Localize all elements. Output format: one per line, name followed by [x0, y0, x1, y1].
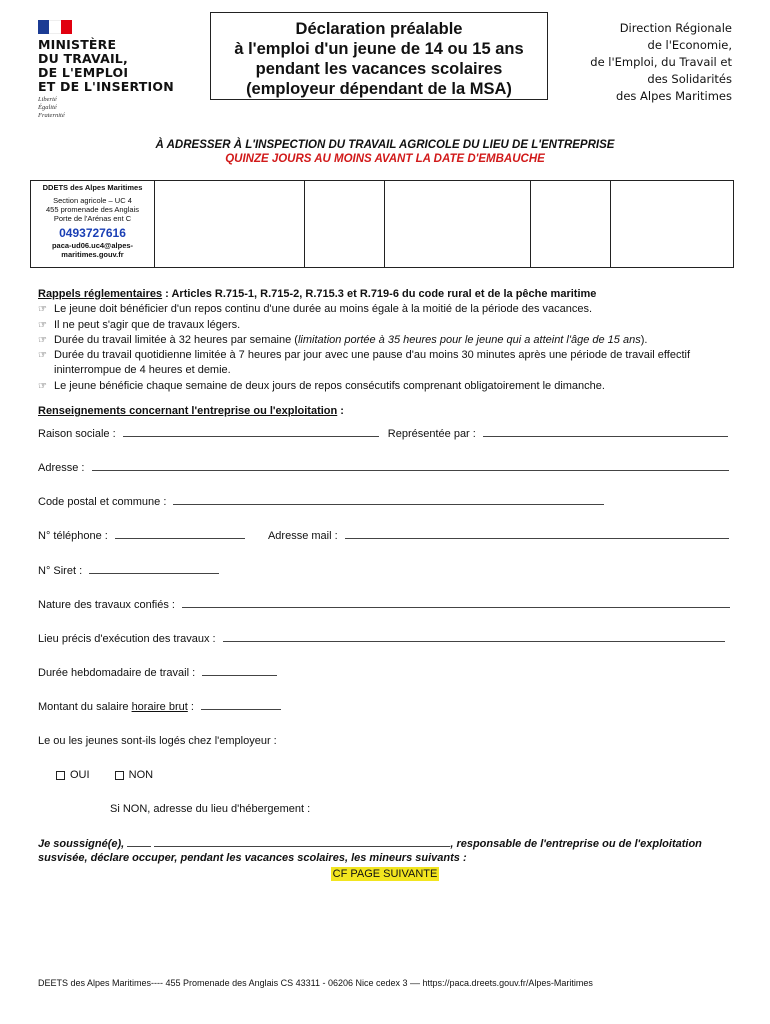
nature-travaux-label: Nature des travaux confiés : [38, 599, 175, 611]
declaration-statement [38, 837, 738, 865]
declaration-prefix: Je soussigné(e), [38, 838, 125, 850]
raison-sociale-row [38, 426, 728, 440]
reminder-text-part: Durée du travail limitée à 32 heures par semaine ( [54, 333, 298, 346]
reminder-text-italic: limitation portée à 35 heures pour le jeune qui a atteint l'âge de 15 ans [297, 333, 641, 346]
reminder-text [54, 333, 647, 348]
reminders-heading [38, 287, 738, 302]
reminders-articles: : Articles R.715-1, R.715-2, R.715.3 et R.719-6 du code rural et de la pêche maritime [162, 288, 597, 300]
non-checkbox[interactable] [115, 771, 124, 780]
ddets-phone: 0493727616 [59, 226, 126, 240]
adresse-row [38, 460, 729, 474]
company-info-label: Renseignements concernant l'entreprise ou l'exploitation [38, 405, 338, 417]
see-next-page-highlight: CF PAGE SUIVANTE [332, 868, 438, 880]
horaire-brut-label: horaire brut [131, 701, 188, 713]
siret-label: N° Siret : [38, 565, 83, 577]
telephone-row [38, 528, 729, 542]
reminder-item [38, 348, 738, 379]
see-next-page-note [0, 868, 770, 880]
siret-field[interactable] [89, 563, 219, 574]
stamp-cell[interactable] [305, 181, 385, 267]
title-line: pendant les vacances scolaires [255, 60, 503, 78]
ministry-line: DE L'EMPLOI [38, 65, 129, 80]
declaration-line-1 [38, 837, 738, 851]
stamp-cell[interactable] [611, 181, 733, 267]
ddets-street: 455 promenade des Anglais [46, 205, 139, 214]
republic-motto [38, 96, 65, 120]
ministry-name [38, 38, 174, 94]
stamp-cell[interactable] [385, 181, 531, 267]
oui-checkbox[interactable] [56, 771, 65, 780]
page-footer: DEETS des Alpes Maritimes---- 455 Promenade des Anglais CS 43311 - 06206 Nice cedex 3 –– https://paca.dreets.gouv.fr/Alpes-Maritimes [38, 978, 593, 988]
ddets-contact-cell [31, 181, 155, 267]
direction-line: de l'Emploi, du Travail et [590, 55, 732, 69]
code-postal-field[interactable] [173, 494, 604, 505]
loges-options [56, 769, 153, 781]
reminder-text: Le jeune bénéficie chaque semaine de deux jours de repos consécutifs comprenant obligatoirement le dimanche. [54, 379, 605, 392]
reminder-text-part: ). [640, 333, 648, 346]
direction-line: des Solidarités [647, 72, 732, 86]
loges-question: Le ou les jeunes sont-ils logés chez l'employeur : [38, 735, 277, 747]
declaration-name-field[interactable] [154, 837, 450, 847]
reminder-item [38, 318, 738, 333]
company-info-heading [38, 405, 344, 417]
title-line: (employeur dépendant de la MSA) [246, 80, 512, 98]
raison-sociale-field[interactable] [123, 426, 379, 437]
montant-salaire-suffix: : [187, 701, 194, 713]
nature-travaux-row [38, 597, 730, 611]
direction-line: des Alpes Maritimes [616, 89, 732, 103]
montant-salaire-row [38, 699, 281, 713]
ddets-building: Porte de l'Arénas ent C [53, 214, 132, 223]
regulatory-reminders [38, 287, 738, 394]
title-line: à l'emploi d'un jeune de 14 ou 15 ans [234, 40, 524, 58]
direction-line: de l'Economie, [647, 38, 732, 52]
stamp-table [30, 180, 734, 268]
title-line: Déclaration préalable [295, 20, 463, 38]
motto-line: Fraternité [38, 112, 65, 119]
stamp-cell[interactable] [531, 181, 611, 267]
stamp-cell[interactable] [155, 181, 305, 267]
duree-hebdo-row [38, 665, 277, 679]
lieu-execution-row [38, 631, 725, 645]
issuing-direction [512, 20, 732, 105]
declaration-line-2: susvisée, déclare occuper, pendant les vacances scolaires, les mineurs suivants : [38, 852, 467, 864]
ddets-section: Section agricole – UC 4 [53, 196, 132, 205]
ministry-line: DU TRAVAIL, [38, 51, 128, 66]
representee-par-label: Représentée par : [387, 428, 476, 440]
si-non-label: Si NON, adresse du lieu d'hébergement : [110, 803, 311, 815]
send-to-instruction: À ADRESSER À L'INSPECTION DU TRAVAIL AGRICOLE DU LIEU DE L'ENTREPRISE [155, 139, 615, 151]
representee-par-field[interactable] [483, 426, 728, 437]
telephone-label: N° téléphone : [38, 530, 108, 542]
document-title-box [210, 12, 548, 100]
code-postal-label: Code postal et commune : [38, 496, 167, 508]
montant-salaire-label: Montant du salaire [38, 701, 132, 713]
oui-label: OUI [70, 769, 90, 781]
direction-line: Direction Régionale [619, 21, 732, 35]
declaration-suffix: , responsable de l'entreprise ou de l'exploitation [450, 838, 702, 850]
siret-row [38, 563, 219, 577]
republic-flag-logo [38, 20, 72, 34]
motto-line: Liberté [38, 96, 57, 103]
declaration-title-field[interactable] [127, 837, 151, 847]
pointing-hand-icon: ☞ [38, 380, 47, 392]
reminder-item [38, 379, 738, 394]
motto-line: Égalité [38, 104, 57, 111]
nature-travaux-field[interactable] [182, 597, 730, 608]
pointing-hand-icon: ☞ [38, 350, 47, 362]
reminders-label: Rappels réglementaires [38, 288, 163, 300]
duree-hebdo-field[interactable] [202, 665, 277, 676]
montant-salaire-field[interactable] [201, 699, 281, 710]
reminder-text: Il ne peut s'agir que de travaux légers. [54, 318, 241, 331]
ministry-line: ET DE L'INSERTION [38, 79, 174, 94]
raison-sociale-label: Raison sociale : [38, 428, 116, 440]
ministry-line: MINISTÈRE [38, 37, 117, 52]
ddets-email: paca-ud06.uc4@alpes-maritimes.gouv.fr [51, 241, 134, 259]
lieu-execution-label: Lieu précis d'exécution des travaux : [38, 633, 216, 645]
company-info-suffix: : [337, 405, 344, 417]
deadline-instruction: QUINZE JOURS AU MOINS AVANT LA DATE D'EMBAUCHE [225, 153, 545, 165]
lieu-execution-field[interactable] [223, 631, 725, 642]
telephone-field[interactable] [115, 528, 245, 539]
pointing-hand-icon: ☞ [38, 304, 47, 316]
reminder-text: Durée du travail quotidienne limitée à 7 heures par jour avec une pause d'au moins 30 minutes après une période de travail effectif ininterrompue de 4 heures et demie. [54, 349, 691, 377]
non-label: NON [128, 769, 154, 781]
adresse-label: Adresse : [38, 462, 85, 474]
reminder-text: Le jeune doit bénéficier d'un repos continu d'une durée au moins égale à la moitié de la période des vacances. [54, 303, 593, 316]
code-postal-row [38, 494, 604, 508]
duree-hebdo-label: Durée hebdomadaire de travail : [38, 667, 196, 679]
reminder-item [38, 302, 738, 317]
adresse-field[interactable] [92, 460, 729, 471]
adresse-mail-label: Adresse mail : [267, 530, 338, 542]
pointing-hand-icon: ☞ [38, 334, 47, 346]
pointing-hand-icon: ☞ [38, 319, 47, 331]
adresse-mail-field[interactable] [345, 528, 729, 539]
ddets-title: DDETS des Alpes Maritimes [42, 183, 143, 192]
reminder-item [38, 333, 738, 348]
